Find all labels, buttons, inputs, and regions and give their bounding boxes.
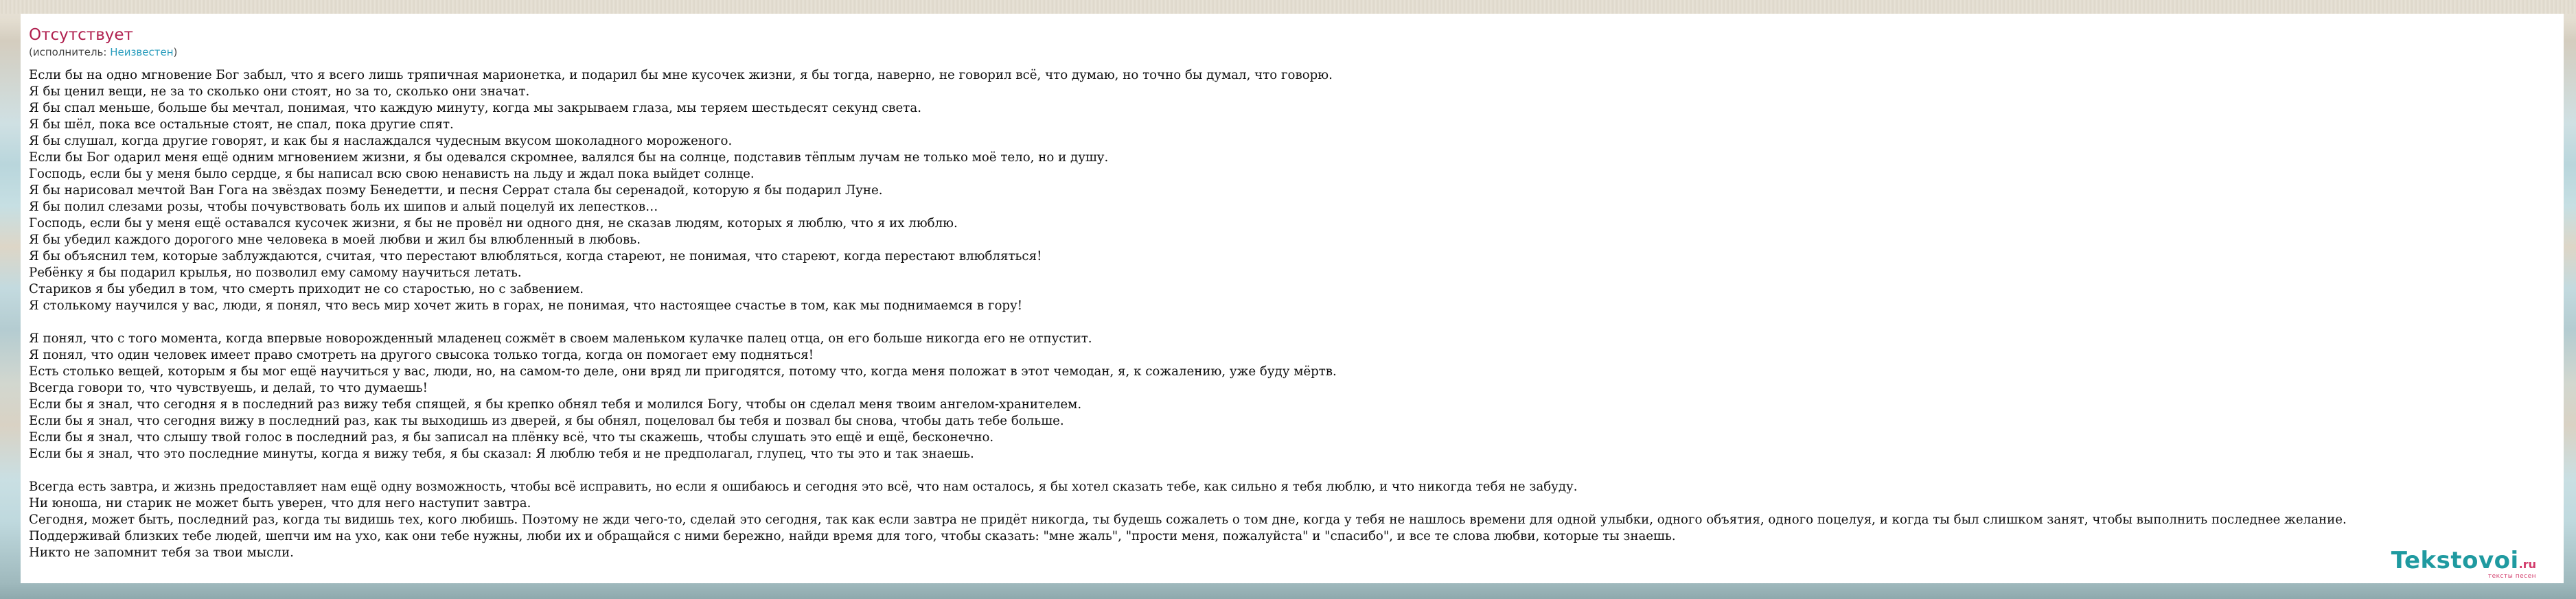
- lyric-line: Стариков я бы убедил в том, что смерть приходит не со старостью, но с забвением.: [29, 282, 584, 297]
- performer-line: [29, 46, 2564, 58]
- lyric-line: Если бы я знал, что слышу твой голос в последний раз, я бы записал на плёнку всё, что ты скажешь, чтобы слушать это ещё и ещё, бесконечно.: [29, 430, 994, 445]
- lyric-line: Если бы на одно мгновение Бог забыл, что я всего лишь тряпичная марионетка, и подарил бы мне кусочек жизни, я бы тогда, наверно, не говорил всё, что думаю, но точно бы думал, что говорю.: [29, 68, 1333, 83]
- lyric-line: Я бы спал меньше, больше бы мечтал, понимая, что каждую минуту, когда мы закрываем глаза, мы теряем шестьдесят секунд света.: [29, 101, 921, 116]
- lyric-line: Я бы слушал, когда другие говорят, и как бы я наслаждался чудесным вкусом шоколадного мороженого.: [29, 134, 733, 149]
- performer-suffix: ): [173, 46, 178, 59]
- lyric-line: Я бы полил слезами розы, чтобы почувствовать боль их шипов и алый поцелуй их лепестков…: [29, 200, 658, 215]
- lyric-line: Всегда говори то, что чувствуешь, и делай, то что думаешь!: [29, 381, 428, 396]
- lyric-line: Если бы я знал, что это последние минуты, когда я вижу тебя, я бы сказал: Я люблю тебя и не предполагал, глупец, что ты это и так знаешь.: [29, 447, 974, 462]
- lyric-line: Я понял, что один человек имеет право смотреть на другого свысока только тогда, когда он помогает ему подняться!: [29, 348, 814, 363]
- background-strip: [0, 0, 2576, 14]
- logo-word: Tekstovoi: [2391, 547, 2519, 574]
- site-logo[interactable]: [2391, 549, 2536, 580]
- lyric-line: Ребёнку я бы подарил крылья, но позволил ему самому научиться летать.: [29, 266, 522, 281]
- lyric-line: Сегодня, может быть, последний раз, когда ты видишь тех, кого любишь. Поэтому не жди чего-то, сделай это сегодня, так как если завтра не придёт никогда, ты будешь сожалеть о том дне, когда у тебя не нашлось времени для одной улыбки, одного объятия, одного поцелуя, и когда ты был слишком занят, чтобы выполнить последнее желание.: [29, 513, 2347, 528]
- lyric-blank-line: [29, 462, 2564, 479]
- lyric-line: Я бы нарисовал мечтой Ван Гога на звёздах поэму Бенедетти, и песня Серрат стала бы серенадой, которую я бы подарил Луне.: [29, 183, 883, 198]
- lyric-line: Если бы Бог одарил меня ещё одним мгновением жизни, я бы одевался скромнее, валялся бы на солнце, подставив тёплым лучам не только моё тело, но и душу.: [29, 150, 1109, 165]
- lyric-line: Я столькому научился у вас, люди, я понял, что весь мир хочет жить в горах, не понимая, что настоящее счастье в том, как мы поднимаемся в гору!: [29, 298, 1023, 314]
- lyric-line: Я бы ценил вещи, не за то сколько они стоят, но за то, сколько они значат.: [29, 84, 530, 99]
- lyric-line: Если бы я знал, что сегодня я в последний раз вижу тебя спящей, я бы крепко обнял тебя и молился Богу, чтобы он сделал меня твоим ангелом-хранителем.: [29, 397, 1082, 412]
- lyric-line: Никто не запомнит тебя за твои мысли.: [29, 545, 294, 561]
- performer-prefix: (исполнитель:: [29, 46, 111, 59]
- lyric-line: Господь, если бы у меня ещё оставался кусочек жизни, я бы не провёл ни одного дня, не сказав людям, которых я люблю, что я их люблю.: [29, 216, 958, 231]
- lyric-line: Есть столько вещей, которым я бы мог ещё научиться у вас, люди, но, на самом-то деле, они вряд ли пригодятся, потому что, когда меня положат в этот чемодан, я, к сожалению, уже буду мёртв.: [29, 364, 1337, 379]
- lyric-line: Ни юноша, ни старик не может быть уверен, что для него наступит завтра.: [29, 496, 531, 511]
- lyrics-text: [29, 67, 2564, 561]
- lyrics-panel: [21, 14, 2564, 583]
- logo-tld: .ru: [2518, 558, 2536, 571]
- lyric-line: Если бы я знал, что сегодня вижу в последний раз, как ты выходишь из дверей, я бы обнял, поцеловал бы тебя и позвал бы снова, чтобы дать тебе больше.: [29, 414, 1064, 429]
- lyric-line: Я бы объяснил тем, которые заблуждаются, считая, что перестают влюбляться, когда стареют, не понимая, что стареют, когда перестают влюбляться!: [29, 249, 1042, 264]
- lyric-line: Я бы убедил каждого дорогого мне человека в моей любви и жил бы влюбленный в любовь.: [29, 233, 641, 248]
- lyric-line: Господь, если бы у меня было сердце, я бы написал всю свою ненависть на льду и ждал пока выйдет солнце.: [29, 167, 755, 182]
- performer-link[interactable]: Неизвестен: [110, 46, 174, 59]
- lyric-line: Поддерживай близких тебе людей, шепчи им на ухо, как они тебе нужны, люби их и обращайся с ними бережно, найди время для того, чтобы сказать: "мне жаль", "прости меня, пожалуйста" и "спасибо", и все те слова любви, которые ты знаешь.: [29, 529, 1676, 544]
- song-title: Отсутствует: [29, 26, 133, 44]
- lyric-line: Я понял, что с того момента, когда впервые новорожденный младенец сожмёт в своем маленьком кулачке палец отца, он его больше никогда его не отпустит.: [29, 331, 1092, 347]
- lyric-line: Всегда есть завтра, и жизнь предоставляет нам ещё одну возможность, чтобы всё исправить, но если я ошибаюсь и сегодня это всё, что нам осталось, я бы хотел сказать тебе, как сильно я тебя люблю, и что никогда тебя не забуду.: [29, 480, 1578, 495]
- lyric-line: Я бы шёл, пока все остальные стоят, не спал, пока другие спят.: [29, 117, 454, 132]
- logo-tagline: тексты песен: [2487, 573, 2536, 580]
- lyric-blank-line: [29, 314, 2564, 331]
